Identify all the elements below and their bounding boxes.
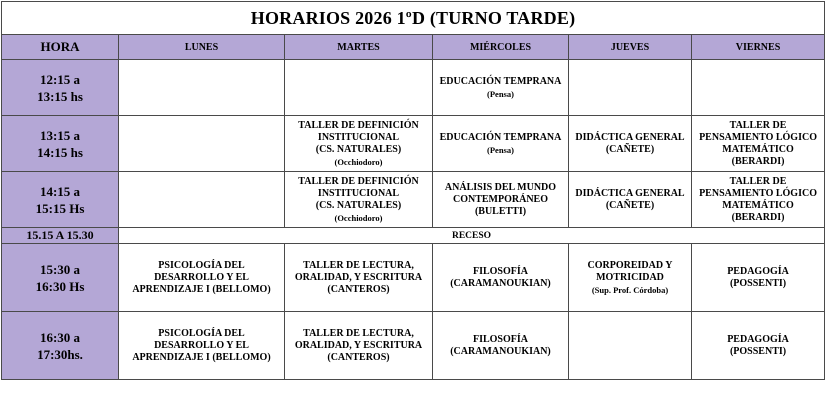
subject-line: DIDÁCTICA GENERAL [575, 131, 685, 143]
time-cell [2, 312, 119, 380]
time-cell [2, 60, 119, 116]
subject-line: (POSSENTI) [729, 345, 787, 357]
subject-line: DESARROLLO Y EL [154, 271, 249, 283]
schedule-row [2, 116, 825, 172]
subject-cell-miercoles [433, 116, 569, 172]
subject-cell-jueves [569, 312, 692, 380]
subject-line: TALLER DE LECTURA, [303, 259, 414, 271]
teacher-note: (Pensa) [487, 144, 514, 155]
subject-line: (CAÑETE) [605, 199, 655, 211]
time-label: 13:15 a [39, 127, 81, 143]
receso-label: RECESO [119, 228, 825, 244]
time-label: 17:30hs. [37, 346, 83, 362]
teacher-note: (Sup. Prof. Córdoba) [591, 284, 669, 295]
subject-line: ORALIDAD, Y ESCRITURA [294, 339, 423, 351]
receso-time: 15.15 A 15.30 [2, 228, 119, 244]
time-cell [2, 172, 119, 228]
subject-line: ORALIDAD, Y ESCRITURA [294, 271, 423, 283]
subject-cell-jueves [569, 60, 692, 116]
subject-line: TALLER DE DEFINICIÓN [298, 175, 419, 187]
time-cell [2, 244, 119, 312]
receso-row [2, 228, 825, 244]
subject-line: (POSSENTI) [729, 277, 787, 289]
subject-line: DESARROLLO Y EL [154, 339, 249, 351]
teacher-note: (Occhiodoro) [334, 212, 383, 223]
header-day-martes: MARTES [285, 35, 433, 60]
subject-cell-miercoles [433, 312, 569, 380]
subject-line: EDUCACIÓN TEMPRANA [439, 131, 562, 143]
subject-line: (CS. NATURALES) [315, 199, 402, 211]
subject-cell-jueves [569, 244, 692, 312]
time-label: 13:15 hs [37, 88, 83, 104]
subject-line: (CAÑETE) [605, 143, 655, 155]
subject-line: FILOSOFÍA [472, 333, 528, 345]
subject-line: INSTITUCIONAL [317, 131, 400, 143]
subject-line: DIDÁCTICA GENERAL [575, 187, 685, 199]
subject-line: (CS. NATURALES) [315, 143, 402, 155]
schedule-body [2, 2, 825, 380]
subject-line: TALLER DE LECTURA, [303, 327, 414, 339]
subject-cell-miercoles [433, 244, 569, 312]
subject-cell-martes [285, 60, 433, 116]
subject-line: (BERARDI) [731, 211, 785, 223]
teacher-note: (Pensa) [487, 88, 514, 99]
schedule-row [2, 60, 825, 116]
subject-cell-viernes [692, 312, 825, 380]
subject-cell-jueves [569, 172, 692, 228]
subject-line: MATEMÁTICO [722, 199, 794, 211]
subject-line: EDUCACIÓN TEMPRANA [439, 75, 562, 87]
subject-line: MOTRICIDAD [596, 271, 664, 283]
subject-line: PENSAMIENTO LÓGICO [699, 187, 817, 199]
time-label: 16:30 a [39, 329, 81, 345]
subject-line: PEDAGOGÍA [727, 265, 789, 277]
subject-line: (CARAMANOUKIAN) [450, 277, 551, 289]
time-label: 15:30 a [39, 261, 81, 277]
subject-line: MATEMÁTICO [722, 143, 794, 155]
subject-cell-viernes [692, 116, 825, 172]
subject-line: (CARAMANOUKIAN) [450, 345, 551, 357]
header-day-jueves: JUEVES [569, 35, 692, 60]
schedule-table [1, 1, 825, 380]
subject-cell-lunes [119, 60, 285, 116]
subject-cell-jueves [569, 116, 692, 172]
time-label: 14:15 a [39, 183, 81, 199]
header-day-miercoles: MIÉRCOLES [433, 35, 569, 60]
time-label: 12:15 a [39, 71, 81, 87]
header-day-lunes: LUNES [119, 35, 285, 60]
subject-cell-lunes [119, 244, 285, 312]
subject-line: (BULETTI) [474, 205, 527, 217]
schedule-row [2, 172, 825, 228]
subject-cell-lunes [119, 312, 285, 380]
subject-line: ANÁLISIS DEL MUNDO [444, 181, 557, 193]
header-hora: HORA [2, 35, 119, 60]
header-day-viernes: VIERNES [692, 35, 825, 60]
subject-line: TALLER DE [729, 119, 787, 131]
subject-cell-miercoles [433, 60, 569, 116]
subject-line: (BERARDI) [731, 155, 785, 167]
subject-line: (CANTEROS) [327, 283, 390, 295]
subject-cell-viernes [692, 60, 825, 116]
subject-line: APRENDIZAJE I (BELLOMO) [132, 351, 271, 363]
schedule-title: HORARIOS 2026 1ºD (TURNO TARDE) [2, 2, 825, 35]
teacher-note: (Occhiodoro) [334, 156, 383, 167]
subject-line: CONTEMPORÁNEO [453, 193, 548, 205]
subject-cell-lunes [119, 116, 285, 172]
schedule-row [2, 244, 825, 312]
subject-line: APRENDIZAJE I (BELLOMO) [132, 283, 271, 295]
subject-cell-lunes [119, 172, 285, 228]
schedule-row [2, 312, 825, 380]
subject-cell-viernes [692, 244, 825, 312]
subject-line: (CANTEROS) [327, 351, 390, 363]
time-cell [2, 116, 119, 172]
subject-line: FILOSOFÍA [472, 265, 528, 277]
subject-line: PENSAMIENTO LÓGICO [699, 131, 817, 143]
subject-cell-viernes [692, 172, 825, 228]
subject-line: PSICOLOGÍA DEL [158, 259, 245, 271]
subject-line: INSTITUCIONAL [317, 187, 400, 199]
subject-cell-martes [285, 312, 433, 380]
subject-cell-miercoles [433, 172, 569, 228]
subject-cell-martes [285, 172, 433, 228]
subject-line: TALLER DE [729, 175, 787, 187]
subject-line: TALLER DE DEFINICIÓN [298, 119, 419, 131]
time-label: 16:30 Hs [35, 278, 85, 294]
subject-cell-martes [285, 244, 433, 312]
subject-line: CORPOREIDAD Y [587, 259, 673, 271]
subject-line: PSICOLOGÍA DEL [158, 327, 245, 339]
time-label: 15:15 Hs [35, 200, 85, 216]
time-label: 14:15 hs [37, 144, 83, 160]
subject-line: PEDAGOGÍA [727, 333, 789, 345]
subject-cell-martes [285, 116, 433, 172]
header-row [2, 35, 825, 60]
